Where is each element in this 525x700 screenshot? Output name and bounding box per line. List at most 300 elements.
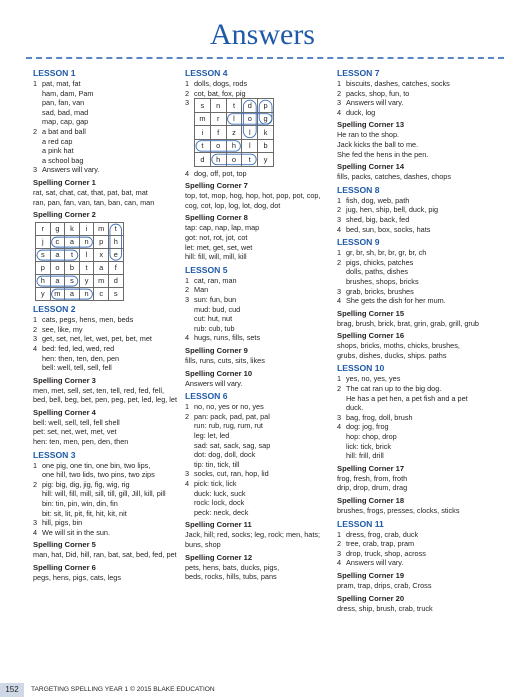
grid-cell: b [258, 139, 274, 153]
lesson-heading: LESSON 5 [185, 264, 228, 275]
grid-cell: h [210, 153, 226, 167]
item-text: grab, bricks, brushes [346, 286, 414, 296]
grid-cell: r [36, 223, 51, 236]
spelling-corner-heading: Spelling Corner 13 [337, 120, 405, 130]
answer-item [337, 549, 497, 559]
answer-continuation: pan, fan, van [42, 98, 85, 108]
grid-cell: o [210, 139, 226, 153]
grid-cell: n [79, 236, 94, 249]
grid-cell: a [94, 262, 109, 275]
answer-continuation: duck. [346, 403, 364, 413]
item-number: 4 [337, 422, 342, 432]
item-text: bed: fed, led, wed, red [42, 343, 115, 353]
grid-row [36, 236, 124, 249]
item-number: 3 [337, 286, 342, 296]
grid-row [36, 249, 124, 262]
item-text: pan: pack, pad, pat, pal [194, 411, 270, 421]
answer-continuation: hill: will, fill, mill, sill, till, gill, Jill, kill, pill [42, 489, 166, 499]
item-number: 2 [185, 88, 190, 98]
answer-item [337, 205, 497, 215]
item-number: 2 [337, 384, 342, 394]
grid-cell: l [242, 126, 258, 140]
grid-cell: a [50, 275, 65, 288]
item-text: pat, mat, fat [42, 79, 81, 88]
item-text: Man [194, 285, 209, 295]
spelling-corner-heading: Spelling Corner 16 [337, 331, 405, 341]
item-number: 1 [33, 460, 38, 470]
answer-continuation: leg: let, led [194, 430, 230, 440]
page-number: 152 [0, 683, 24, 697]
answer-continuation: bell: well, tell, sell, fell [42, 363, 112, 373]
spelling-corner-heading: Spelling Corner 18 [337, 496, 405, 505]
answer-text: brag, brush, brick, brat, grin, grab, grill, grub [337, 318, 479, 328]
answer-text: brushes, frogs, presses, clocks, sticks [337, 506, 460, 515]
item-number: 1 [33, 315, 38, 325]
grid-cell: t [108, 223, 123, 236]
grid-cell: c [50, 236, 65, 249]
item-number: 4 [33, 343, 38, 353]
grid-cell: b [65, 262, 80, 275]
item-number: 1 [337, 79, 342, 88]
answer-text: shops, bricks, moths, chicks, brushes, [337, 341, 460, 351]
answer-continuation: bit: sit, lit, pit, fit, hit, kit, nit [42, 508, 127, 518]
item-text: tree, crab, trap, pram [346, 539, 415, 549]
item-number: 4 [185, 168, 190, 178]
answer-item [185, 79, 333, 89]
grid-cell: s [195, 99, 211, 113]
item-number: 1 [337, 529, 342, 539]
word-search-grid [35, 222, 124, 301]
grid-cell: z [226, 126, 242, 140]
item-text: dress, frog, crab, duck [346, 529, 419, 539]
answers-column-2 [185, 65, 333, 582]
grid-cell: k [258, 126, 274, 140]
grid-cell: h [108, 236, 123, 249]
answer-continuation: map, cap, gap [42, 117, 89, 127]
item-text: biscuits, dashes, catches, socks [346, 79, 450, 88]
spelling-corner-heading: Spelling Corner 3 [33, 375, 96, 385]
item-text: She gets the dish for her mum. [346, 296, 446, 306]
item-number: 2 [337, 88, 342, 98]
answer-item [337, 422, 497, 432]
answer-continuation: rub: cub, tub [194, 323, 235, 333]
item-number: 3 [185, 295, 190, 305]
grid-cell: a [65, 288, 80, 301]
answer-item [337, 196, 497, 206]
grid-cell: t [242, 153, 258, 167]
answer-text: fills, runs, cuts, sits, likes [185, 356, 265, 365]
lesson-heading: LESSON 3 [33, 449, 76, 460]
answer-text: man, hat, Did, hill, ran, bat, sat, bed, fed, pet [33, 550, 177, 560]
grid-cell: n [79, 288, 94, 301]
answer-item [337, 258, 497, 268]
item-text: a bat and ball [42, 126, 86, 136]
grid-cell: m [195, 112, 211, 126]
grid-cell: l [79, 249, 94, 262]
grid-row [36, 275, 124, 288]
answer-continuation: cut: hut, nut [194, 314, 233, 324]
grid-cell: n [210, 99, 226, 113]
item-number: 1 [337, 248, 342, 258]
item-number: 2 [33, 324, 38, 334]
grid-cell: t [79, 262, 94, 275]
answer-continuation: run: rub, rug, rum, rut [194, 421, 263, 431]
answer-text: drip, drop, drum, drag [337, 483, 408, 493]
item-number: 2 [33, 126, 38, 136]
grid-row [195, 139, 274, 153]
answer-item [337, 539, 497, 549]
item-text: jug, hen, ship, bell, duck, pig [346, 205, 439, 215]
item-text: cot, bat, fox, pig [194, 88, 246, 98]
lesson-heading: LESSON 6 [185, 391, 228, 402]
item-number: 3 [337, 548, 342, 558]
answer-item [33, 461, 181, 471]
item-number: 1 [185, 79, 190, 88]
title-divider [26, 57, 504, 59]
answer-continuation: hop: chop, drop [346, 432, 397, 442]
answer-continuation: bin: tin, pin, win, din, fin [42, 499, 118, 509]
lesson-heading: LESSON 2 [33, 304, 76, 315]
item-text: socks, cut, ran, hop, lid [194, 469, 269, 479]
answer-text: men, met, sell, set, ten, tell, red, fed, fell, [33, 385, 164, 395]
spelling-corner-heading: Spelling Corner 12 [185, 552, 253, 562]
answer-item [337, 296, 497, 306]
spelling-corner-heading: Spelling Corner 7 [185, 181, 248, 191]
answer-text: Jack, hill; red, socks; leg, rock; men, hats; [185, 530, 321, 540]
lesson-heading: LESSON 9 [337, 237, 380, 248]
item-text: bag, frog, doll, brush [346, 412, 413, 422]
answer-item [337, 108, 497, 118]
answer-text: pegs, hens, pigs, cats, legs [33, 573, 122, 582]
item-text: Answers will vary. [346, 558, 404, 568]
item-text: Answers will vary. [42, 165, 100, 175]
item-number: 2 [337, 257, 342, 267]
grid-cell: o [242, 112, 258, 126]
item-number: 2 [337, 205, 342, 215]
answer-continuation: sad, bad, mad [42, 107, 89, 117]
item-text: hill, pigs, bin [42, 518, 83, 528]
answer-text: dress, ship, brush, crab, truck [337, 603, 433, 613]
item-text: see, like, my [42, 324, 83, 334]
grid-cell: f [210, 126, 226, 140]
item-text: dolls, dogs, rods [194, 79, 248, 88]
answer-continuation: one hill, two lids, two pins, two zips [42, 470, 155, 480]
answer-text: ran, pan, fan, van, tan, ban, can, man [33, 197, 155, 207]
answer-text: Answers will vary. [185, 378, 243, 388]
answer-item [185, 412, 333, 422]
answer-continuation: ham, dam, Pam [42, 88, 94, 98]
answer-text: Jack kicks the ball to me. [337, 139, 419, 149]
answer-item [33, 480, 181, 490]
grid-cell: p [36, 262, 51, 275]
item-number: 3 [33, 334, 38, 344]
answer-item [337, 89, 497, 99]
grid-cell: d [242, 99, 258, 113]
answer-continuation: dot: dog, doll, dock [194, 450, 256, 460]
grid-cell: t [226, 99, 242, 113]
grid-cell: y [258, 153, 274, 167]
grid-cell: k [65, 223, 80, 236]
answer-item [33, 79, 181, 89]
answer-item [33, 127, 181, 137]
answer-text: pets, hens, bats, ducks, pigs, [185, 562, 280, 572]
grid-cell: d [195, 153, 211, 167]
item-text: get, set, net, let, wet, pet, bet, met [42, 334, 152, 344]
answer-text: beds, rocks, hills, tubs, pans [185, 572, 277, 582]
item-number: 3 [185, 98, 190, 108]
item-number: 4 [337, 558, 342, 568]
answer-continuation: a school bag [42, 155, 84, 165]
grid-row [195, 112, 274, 126]
grid-cell: h [226, 139, 242, 153]
answers-column-3 [337, 65, 497, 613]
answer-text: She fed the hens in the pen. [337, 149, 429, 159]
answer-continuation: mud: bud, cud [194, 304, 241, 314]
item-text: We will sit in the sun. [42, 527, 110, 537]
grid-cell: e [108, 249, 123, 262]
item-text: packs, shop, fun, to [346, 88, 410, 98]
answer-text: got: not, rot, jot, cot [185, 233, 248, 243]
answer-text: top, tot, mop, hog, hop, hot, pop, pot, cop, [185, 191, 321, 201]
answer-item [337, 530, 497, 540]
grid-cell: l [226, 112, 242, 126]
item-number: 4 [337, 296, 342, 306]
lesson-heading: LESSON 11 [337, 518, 384, 529]
answer-continuation: He has a pet hen, a pet fish and a pet [346, 393, 468, 403]
grid-row [36, 223, 124, 236]
answer-item [337, 248, 497, 258]
item-text: pick: tick, lick [194, 478, 237, 488]
answer-item [33, 334, 181, 344]
answer-continuation: lick: tick, brick [346, 441, 391, 451]
spelling-corner-heading: Spelling Corner 14 [337, 162, 405, 172]
grid-cell: c [94, 288, 109, 301]
item-text: cat, ran, man [194, 275, 237, 285]
item-text: fish, dog, web, path [346, 195, 410, 205]
item-text: duck, log [346, 107, 376, 117]
item-grid [194, 98, 333, 169]
answer-text: hill: fill, will, mill, kill [185, 252, 247, 262]
answer-item [185, 402, 333, 412]
grid-row [36, 288, 124, 301]
item-text: cats, pegs, hens, men, beds [42, 315, 134, 325]
answer-text: cog, cot, lop, log, lot, dog, dot [185, 200, 281, 210]
item-number: 3 [337, 412, 342, 422]
answer-text: He ran to the shop. [337, 130, 400, 140]
answer-continuation: dolls, paths, dishes [346, 267, 409, 277]
item-number: 2 [185, 411, 190, 421]
item-text: dog, off, pot, top [194, 168, 247, 178]
grid-cell: f [108, 262, 123, 275]
item-text: no, no, yes or no, yes [194, 402, 264, 412]
spelling-corner-heading: Spelling Corner 19 [337, 570, 405, 580]
grid-cell: p [94, 236, 109, 249]
grid-cell: s [108, 288, 123, 301]
answer-text: fills, packs, catches, dashes, chops [337, 172, 451, 182]
footer-text: TARGETING SPELLING YEAR 1 © 2015 BLAKE EDUCATION [31, 686, 215, 693]
grid-cell: m [94, 275, 109, 288]
answers-column-1 [33, 65, 181, 583]
item-number: 1 [185, 275, 190, 285]
item-number: 4 [185, 333, 190, 343]
answer-item [33, 165, 181, 175]
item-number: 1 [337, 374, 342, 384]
answer-continuation: duck: luck, suck [194, 488, 246, 498]
grid-cell: m [94, 223, 109, 236]
spelling-corner-heading: Spelling Corner 11 [185, 520, 252, 530]
item-text: Answers will vary. [346, 98, 404, 108]
answer-text: rat, sat, chat, cat, that, pat, bat, mat [33, 187, 148, 197]
answer-continuation: tip: tin, tick, till [194, 459, 240, 469]
answer-item [337, 413, 497, 423]
spelling-corner-heading: Spelling Corner 4 [33, 407, 96, 417]
item-text: pig: big, dig, jig, fig, wig, rig [42, 479, 130, 489]
item-number: 3 [185, 469, 190, 479]
item-number: 3 [337, 98, 342, 108]
spelling-corner-heading: Spelling Corner 2 [33, 210, 96, 220]
answer-continuation: a red cap [42, 136, 73, 146]
grid-cell: l [242, 139, 258, 153]
item-text: yes, no, yes, yes [346, 374, 401, 384]
item-number: 2 [33, 479, 38, 489]
answer-item [185, 479, 333, 489]
item-text: drop, truck, shop, across [346, 548, 426, 558]
grid-cell: p [258, 99, 274, 113]
answer-text: bell: well, sell, tell, fell shell [33, 417, 120, 427]
item-number: 2 [337, 539, 342, 549]
answer-item [33, 518, 181, 528]
answer-continuation: hill: frill, drill [346, 451, 384, 461]
item-text: hugs, runs, fills, sets [194, 333, 261, 343]
grid-cell: g [258, 112, 274, 126]
answer-text: tap: cap, nap, lap, map [185, 223, 260, 233]
spelling-corner-heading: Spelling Corner 10 [185, 368, 253, 378]
answer-item [185, 285, 333, 295]
answer-item [185, 98, 333, 169]
answer-text: hen: ten, men, pen, den, then [33, 437, 129, 447]
spelling-corner-heading: Spelling Corner 15 [337, 308, 405, 318]
item-number: 1 [185, 402, 190, 412]
page-title: Answers [210, 18, 315, 51]
item-text: dog: jog, frog [346, 422, 389, 432]
lesson-heading: LESSON 7 [337, 68, 380, 78]
grid-cell: j [36, 236, 51, 249]
item-number: 4 [185, 478, 190, 488]
answer-continuation: hen: then, ten, den, pen [42, 353, 120, 363]
item-number: 3 [33, 165, 38, 175]
answer-item [337, 215, 497, 225]
answer-item [185, 89, 333, 99]
item-number: 3 [337, 214, 342, 224]
grid-cell: r [210, 112, 226, 126]
answer-item [33, 325, 181, 335]
spelling-corner-heading: Spelling Corner 9 [185, 346, 248, 355]
item-number: 2 [185, 285, 190, 295]
answer-item [185, 469, 333, 479]
answer-text: buns, shop [185, 539, 221, 549]
answer-text: let: met, get, set, wet [185, 242, 253, 252]
item-number: 3 [33, 518, 38, 528]
spelling-corner-heading: Spelling Corner 17 [337, 463, 405, 473]
grid-row [195, 153, 274, 167]
grid-cell: t [195, 139, 211, 153]
lesson-heading: LESSON 1 [33, 68, 76, 78]
item-text: sun: fun, bun [194, 295, 237, 305]
spelling-corner-heading: Spelling Corner 6 [33, 563, 96, 572]
answer-item [185, 295, 333, 305]
answer-item [337, 98, 497, 108]
answer-item [337, 374, 497, 384]
item-number: 1 [33, 79, 38, 88]
grid-cell: s [36, 249, 51, 262]
answer-item [185, 333, 333, 343]
spelling-corner-heading: Spelling Corner 5 [33, 540, 96, 550]
grid-row [195, 99, 274, 113]
answer-continuation: peck: neck, deck [194, 507, 249, 517]
grid-cell: a [50, 249, 65, 262]
grid-cell: y [36, 288, 51, 301]
answer-item [337, 225, 497, 235]
item-text: pigs, chicks, patches [346, 257, 414, 267]
lesson-heading: LESSON 10 [337, 363, 385, 374]
grid-cell: g [50, 223, 65, 236]
grid-cell: s [65, 275, 80, 288]
answer-continuation: a pink hat [42, 146, 74, 156]
item-text: shed, big, back, fed [346, 214, 410, 224]
answer-text: pet: set, net, wet, met, vet [33, 427, 117, 437]
answer-item [185, 276, 333, 286]
item-text: The cat ran up to the big dog. [346, 384, 442, 394]
grid-cell: y [79, 275, 94, 288]
grid-cell: i [79, 223, 94, 236]
spelling-corner-heading: Spelling Corner 1 [33, 177, 96, 187]
answer-item [337, 287, 497, 297]
lesson-heading: LESSON 4 [185, 68, 228, 78]
answer-item [185, 169, 333, 179]
answer-text: frog, fresh, from, froth [337, 473, 408, 483]
grid-cell: t [65, 249, 80, 262]
answer-continuation: rock: lock, dock [194, 498, 245, 508]
answer-continuation: sad: sat, sack, sag, sap [194, 440, 271, 450]
grid-cell: h [36, 275, 51, 288]
grid-row [36, 262, 124, 275]
grid-cell: x [94, 249, 109, 262]
answer-continuation: brushes, shops, bricks [346, 276, 419, 286]
grid-cell: d [108, 275, 123, 288]
item-number: 4 [33, 527, 38, 537]
item-text: one pig, one tin, one bin, two lips, [42, 460, 151, 470]
item-number: 4 [337, 107, 342, 117]
grid-cell: m [50, 288, 65, 301]
answer-item [337, 79, 497, 89]
answer-text: grubs, dishes, ducks, ships. paths [337, 350, 447, 360]
word-search-grid [194, 98, 274, 167]
answer-item [337, 558, 497, 568]
answer-text: bed, bell, beg, bet, pen, peg, pet, led, leg, let [33, 395, 178, 405]
page-footer [0, 683, 525, 697]
item-text: gr, br, sh, br, br, gr, br, ch [346, 248, 427, 258]
grid-cell: i [195, 126, 211, 140]
spelling-corner-heading: Spelling Corner 8 [185, 213, 248, 223]
grid-cell: a [65, 236, 80, 249]
item-text: bed, sun, box, socks, hats [346, 224, 431, 234]
answer-text: pram, trap, drips, crab, Cross [337, 580, 432, 590]
answer-item [33, 528, 181, 538]
grid-cell: o [226, 153, 242, 167]
grid-cell: o [50, 262, 65, 275]
answer-item [33, 344, 181, 354]
spelling-corner-heading: Spelling Corner 20 [337, 593, 405, 603]
